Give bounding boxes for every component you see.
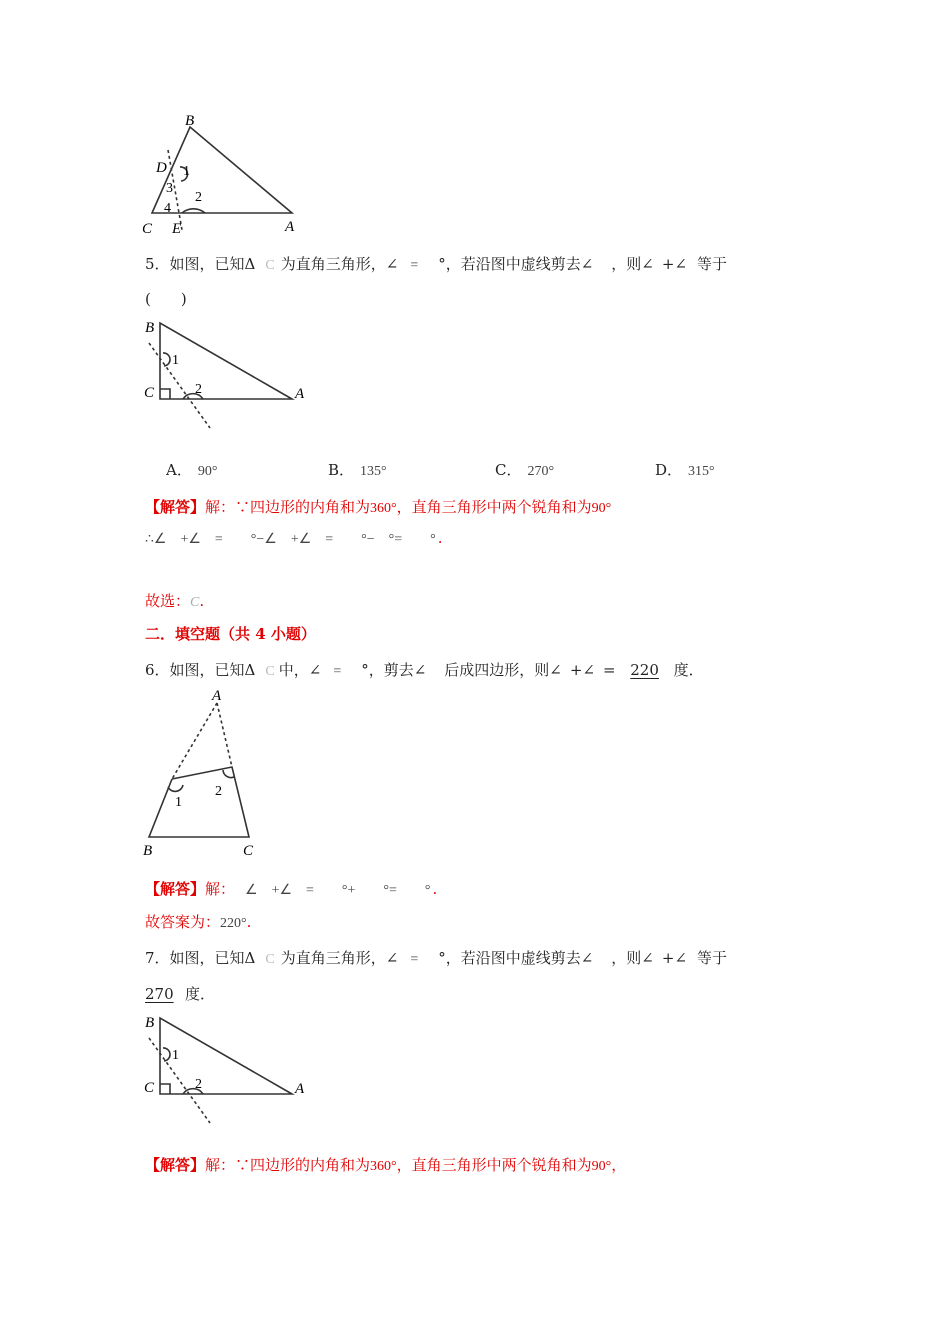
- q6-solution: 【解答】解： ∠ +∠ = °+ °= ° .: [145, 880, 438, 898]
- label-C: C: [144, 1080, 155, 1096]
- label-B: B: [145, 320, 155, 336]
- q5-option-c[interactable]: C． 270°: [495, 461, 555, 479]
- q6-answer-line: 故答案为：220°.: [145, 913, 252, 931]
- right-angle-mark: [160, 389, 170, 399]
- label-3: 3: [166, 181, 173, 196]
- q5-solution-line2: ∴∠ +∠ = °−∠ +∠ = °− °= ° .: [145, 529, 443, 547]
- q5-solution: 【解答】解：∵四边形的内角和为360°，直角三角形中两个锐角和为90°: [145, 498, 612, 516]
- q7-stem: 7．如图，已知Δ C 为直角三角形，∠ = °，若沿图中虚线剪去∠ ，则∠ +∠ 等于: [145, 949, 728, 967]
- label-A: A: [285, 219, 295, 235]
- label-1: 1: [175, 795, 182, 810]
- label-E: E: [172, 221, 182, 237]
- q5-paren: ( ): [145, 290, 187, 308]
- q5-stem: 5．如图，已知Δ C 为直角三角形，∠ = °，若沿图中虚线剪去∠ ，则∠ +∠ 等于: [145, 255, 728, 273]
- q5-option-b[interactable]: B． 135°: [328, 461, 387, 479]
- q5-option-d[interactable]: D． 315°: [655, 461, 715, 479]
- section-heading-fill-in: 二．填空题（共 4 小题）: [145, 625, 316, 643]
- figure-q7: [135, 1008, 335, 1128]
- dashed-side-ab: [172, 703, 217, 779]
- dashed-side-ac: [217, 703, 232, 767]
- label-A: A: [295, 1081, 305, 1097]
- label-A: A: [295, 386, 305, 402]
- q6-answer: 220: [630, 661, 659, 679]
- label-2: 2: [195, 382, 202, 397]
- label-B: B: [185, 113, 195, 129]
- figure-q4: [135, 105, 335, 240]
- q5-option-a[interactable]: A． 90°: [166, 461, 218, 479]
- label-A: A: [212, 688, 222, 704]
- right-angle-mark: [160, 1084, 170, 1094]
- triangle-abc: [152, 127, 292, 213]
- q7-solution: 【解答】解：∵四边形的内角和为360°，直角三角形中两个锐角和为90°，: [145, 1156, 627, 1174]
- label-C: C: [142, 221, 153, 237]
- figure-q5: [135, 313, 335, 433]
- q6-stem: 6．如图，已知Δ C 中，∠ = °，剪去∠ 后成四边形，则∠ +∠ = 220 度．: [145, 661, 704, 679]
- label-B: B: [145, 1015, 155, 1031]
- label-C: C: [243, 843, 254, 859]
- label-B: B: [143, 843, 153, 859]
- q7-answer-line: 270 度．: [145, 985, 216, 1003]
- q5-choose: 故选：C.: [145, 592, 205, 610]
- label-1: 1: [183, 164, 190, 179]
- right-triangle: [160, 1018, 292, 1094]
- right-triangle: [160, 323, 292, 399]
- label-1: 1: [172, 353, 179, 368]
- label-2: 2: [195, 1077, 202, 1092]
- label-D: D: [156, 160, 167, 176]
- label-4: 4: [164, 201, 171, 216]
- label-2: 2: [215, 784, 222, 799]
- label-C: C: [144, 385, 155, 401]
- label-1: 1: [172, 1048, 179, 1063]
- figure-q6: [135, 685, 275, 860]
- q7-answer: 270: [145, 985, 174, 1003]
- label-2: 2: [195, 190, 202, 205]
- angle-arc-1: [168, 785, 183, 791]
